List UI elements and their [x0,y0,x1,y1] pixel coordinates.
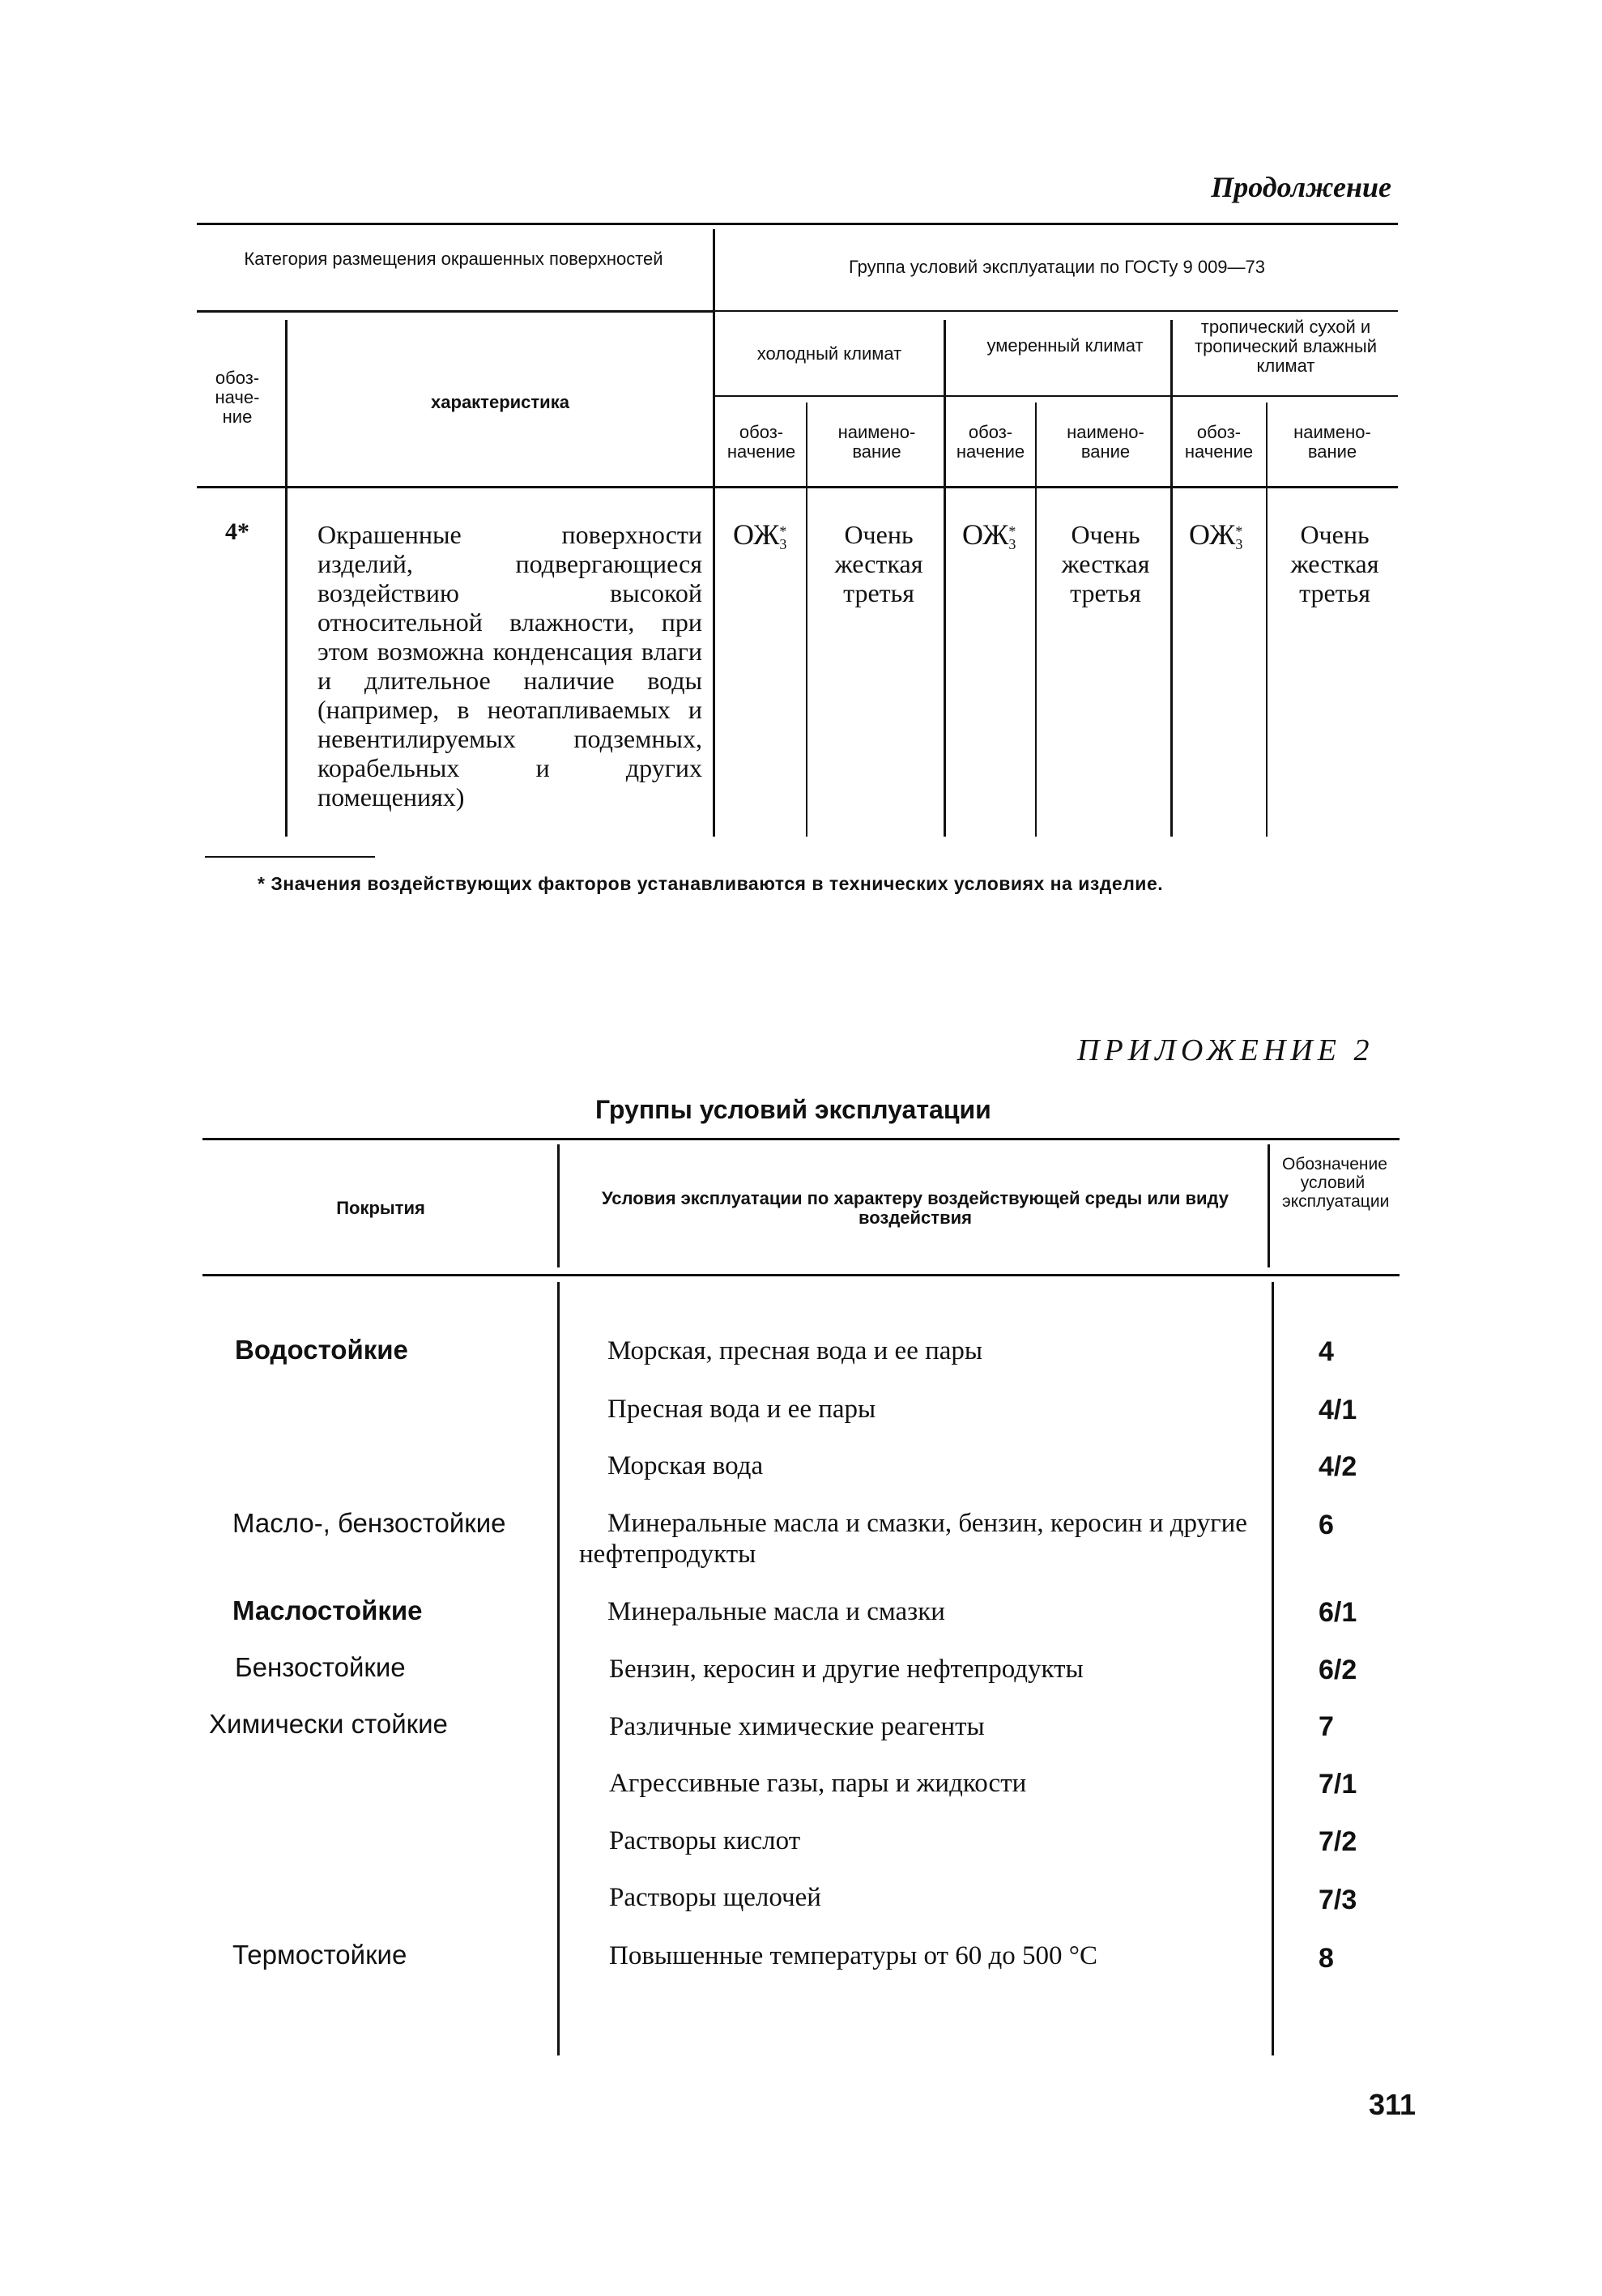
header-oboz-moderate: обоз-начение [956,422,1025,462]
tropical-name: Очень жесткая третья [1290,520,1379,607]
code-cell: 7/3 [1319,1885,1357,1915]
code-cell: 7/1 [1319,1769,1357,1800]
condition-cell: Минеральные масла и смазки [607,1597,945,1626]
row-characteristic: Окрашенные поверхности изделий, подвергающиеся воздействию высокой относительной влажности, при этом возможна конденсация влаги и длительное наличие воды (например, в неотапливаемых и невентилируемых подземных, корабельных и других помещениях) [317,520,702,811]
coating-cell: Водостойкие [235,1335,408,1365]
code-cell: 8 [1319,1943,1334,1974]
header-designation: обоз-наче-ние [215,368,260,427]
row-designation: 4* [225,518,249,545]
cold-code [733,520,786,551]
header-code: Обозначение условий эксплуатации [1282,1155,1390,1211]
condition-cell: Различные химические реагенты [609,1712,985,1741]
moderate-name: Очень жесткая третья [1061,520,1150,607]
appendix-title: Группы условий эксплуатации [595,1095,991,1124]
header-naim-moderate: наимено-вание [1067,422,1144,462]
condition-cell: Растворы кислот [609,1826,801,1855]
appendix-label: ПРИЛОЖЕНИЕ 2 [1077,1033,1374,1067]
moderate-code-sub: 3 [1008,535,1016,552]
header-naim-cold: наимено-вание [837,422,916,462]
cold-code-sub: 3 [779,535,787,552]
code-cell: 6 [1319,1510,1334,1540]
code-cell: 6/1 [1319,1597,1357,1628]
condition-cell: Растворы щелочей [609,1883,821,1912]
header-tropical: тропический сухой и тропический влажный климат [1195,317,1377,376]
header-category: Категория размещения окрашенных поверхностей [244,249,663,269]
cold-code-sup: * [779,522,787,539]
cold-name: Очень жесткая третья [834,520,923,607]
header-group: Группа условий эксплуатации по ГОСТу 9 009—73 [848,257,1266,277]
tropical-code-sub: 3 [1235,535,1243,552]
header-coatings: Покрытия [336,1198,425,1218]
tropical-code [1189,520,1242,551]
continuation-label: Продолжение [1211,171,1391,203]
condition-cell: Морская вода [607,1451,764,1480]
moderate-code-text: ОЖ [962,518,1009,551]
code-cell: 4/1 [1319,1395,1357,1425]
coating-cell: Бензостойкие [235,1652,406,1682]
header-conditions: Условия эксплуатации по характеру воздействующей среды или виду воздействия [601,1188,1229,1228]
code-cell: 7/2 [1319,1826,1357,1857]
code-cell: 4/2 [1319,1451,1357,1482]
condition-cell: Пресная вода и ее пары [607,1395,876,1424]
header-naim-tropical: наимено-вание [1293,422,1371,462]
condition-cell: Морская, пресная вода и ее пары [607,1336,983,1365]
header-cold: холодный климат [756,343,902,364]
condition-cell: Повышенные температуры от 60 до 500 °С [609,1941,1097,1970]
code-cell: 4 [1319,1336,1334,1367]
page-number: 311 [1369,2088,1417,2121]
moderate-code-sup: * [1008,522,1016,539]
coating-cell: Масло-, бензостойкие [232,1508,506,1538]
header-characteristic: характеристика [431,392,569,412]
code-cell: 6/2 [1319,1655,1357,1685]
footnote: * Значения воздействующих факторов устанавливаются в технических условиях на изделие. [258,873,1164,894]
cold-code-text: ОЖ [733,518,780,551]
tropical-code-sup: * [1235,522,1243,539]
tropical-code-text: ОЖ [1189,518,1236,551]
coating-cell: Химически стойкие [209,1709,448,1739]
coating-cell: Маслостойкие [232,1595,423,1625]
code-cell: 7 [1319,1711,1334,1742]
condition-cell: Бензин, керосин и другие нефтепродукты [609,1655,1084,1684]
moderate-code [962,520,1016,551]
header-oboz-tropical: обоз-начение [1184,422,1254,462]
condition-cell: Минеральные масла и смазки, бензин, керосин и другие нефтепродукты [579,1509,1247,1569]
coating-cell: Термостойкие [232,1940,407,1970]
header-moderate: умеренный климат [986,335,1144,356]
condition-cell: Агрессивные газы, пары и жидкости [609,1769,1027,1798]
header-oboz-cold: обоз-начение [726,422,796,462]
